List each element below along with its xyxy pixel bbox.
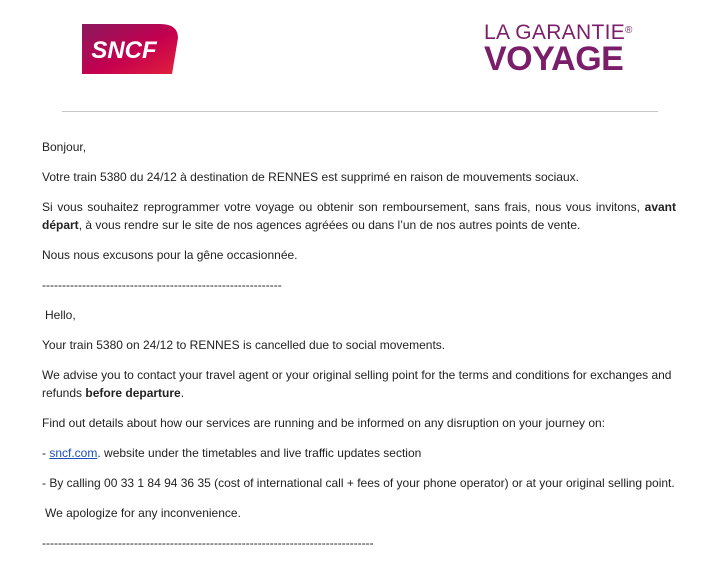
sncf-logo-graphic — [80, 22, 180, 76]
french-advice: Si vous souhaitez reprogrammer votre voyage ou obtenir son remboursement, sans frais, nous vous invitons, avant départ, à vous rendre sur le site de nos agences agréées ou dans l’un de nos autres points de vente. — [42, 200, 677, 232]
footer-separator: ----------------------------------------------------------------------------------- — [42, 536, 374, 550]
section-separator: ------------------------------------------------------------ — [42, 278, 282, 292]
sncf-logo-text: SNCF — [91, 37, 157, 64]
french-apology: Nous nous excusons pour la gêne occasionnée. — [42, 248, 298, 262]
phone-line: - By calling 00 33 1 84 94 36 35 (cost of international call + fees of your phone operator) or at your original selling point. — [42, 476, 675, 490]
english-advice-emphasis: before departure — [85, 386, 181, 400]
english-greeting: Hello, — [45, 308, 76, 322]
english-cancel-notice: Your train 5380 on 24/12 to RENNES is cancelled due to social movements. — [42, 338, 446, 352]
sncf-website-link[interactable]: sncf.com — [49, 446, 98, 460]
french-cancel-notice: Votre train 5380 du 24/12 à destination de RENNES est supprimé en raison de mouvements sociaux. — [42, 170, 579, 184]
french-advice-emphasis: avant départ — [42, 200, 677, 232]
english-details: Find out details about how our services are running and be informed on any disruption on your journey on: — [42, 416, 606, 430]
garantie-voyage-logo — [484, 22, 644, 78]
english-advice: We advise you to contact your travel agent or your original selling point for the terms and conditions for exchanges and refunds before departure. — [42, 368, 672, 400]
header-divider — [62, 111, 658, 112]
sncf-logo — [80, 22, 180, 76]
website-line: - sncf.com. website under the timetables and live traffic updates section — [42, 446, 422, 460]
registered-mark: ® — [625, 25, 633, 36]
email-header — [0, 0, 728, 100]
garantie-logo-line2: VOYAGE — [484, 40, 624, 78]
garantie-logo-line1: LA GARANTIE® — [484, 21, 633, 44]
french-greeting: Bonjour, — [42, 140, 87, 154]
email-body — [42, 138, 676, 552]
english-apology: We apologize for any inconvenience. — [45, 506, 241, 520]
